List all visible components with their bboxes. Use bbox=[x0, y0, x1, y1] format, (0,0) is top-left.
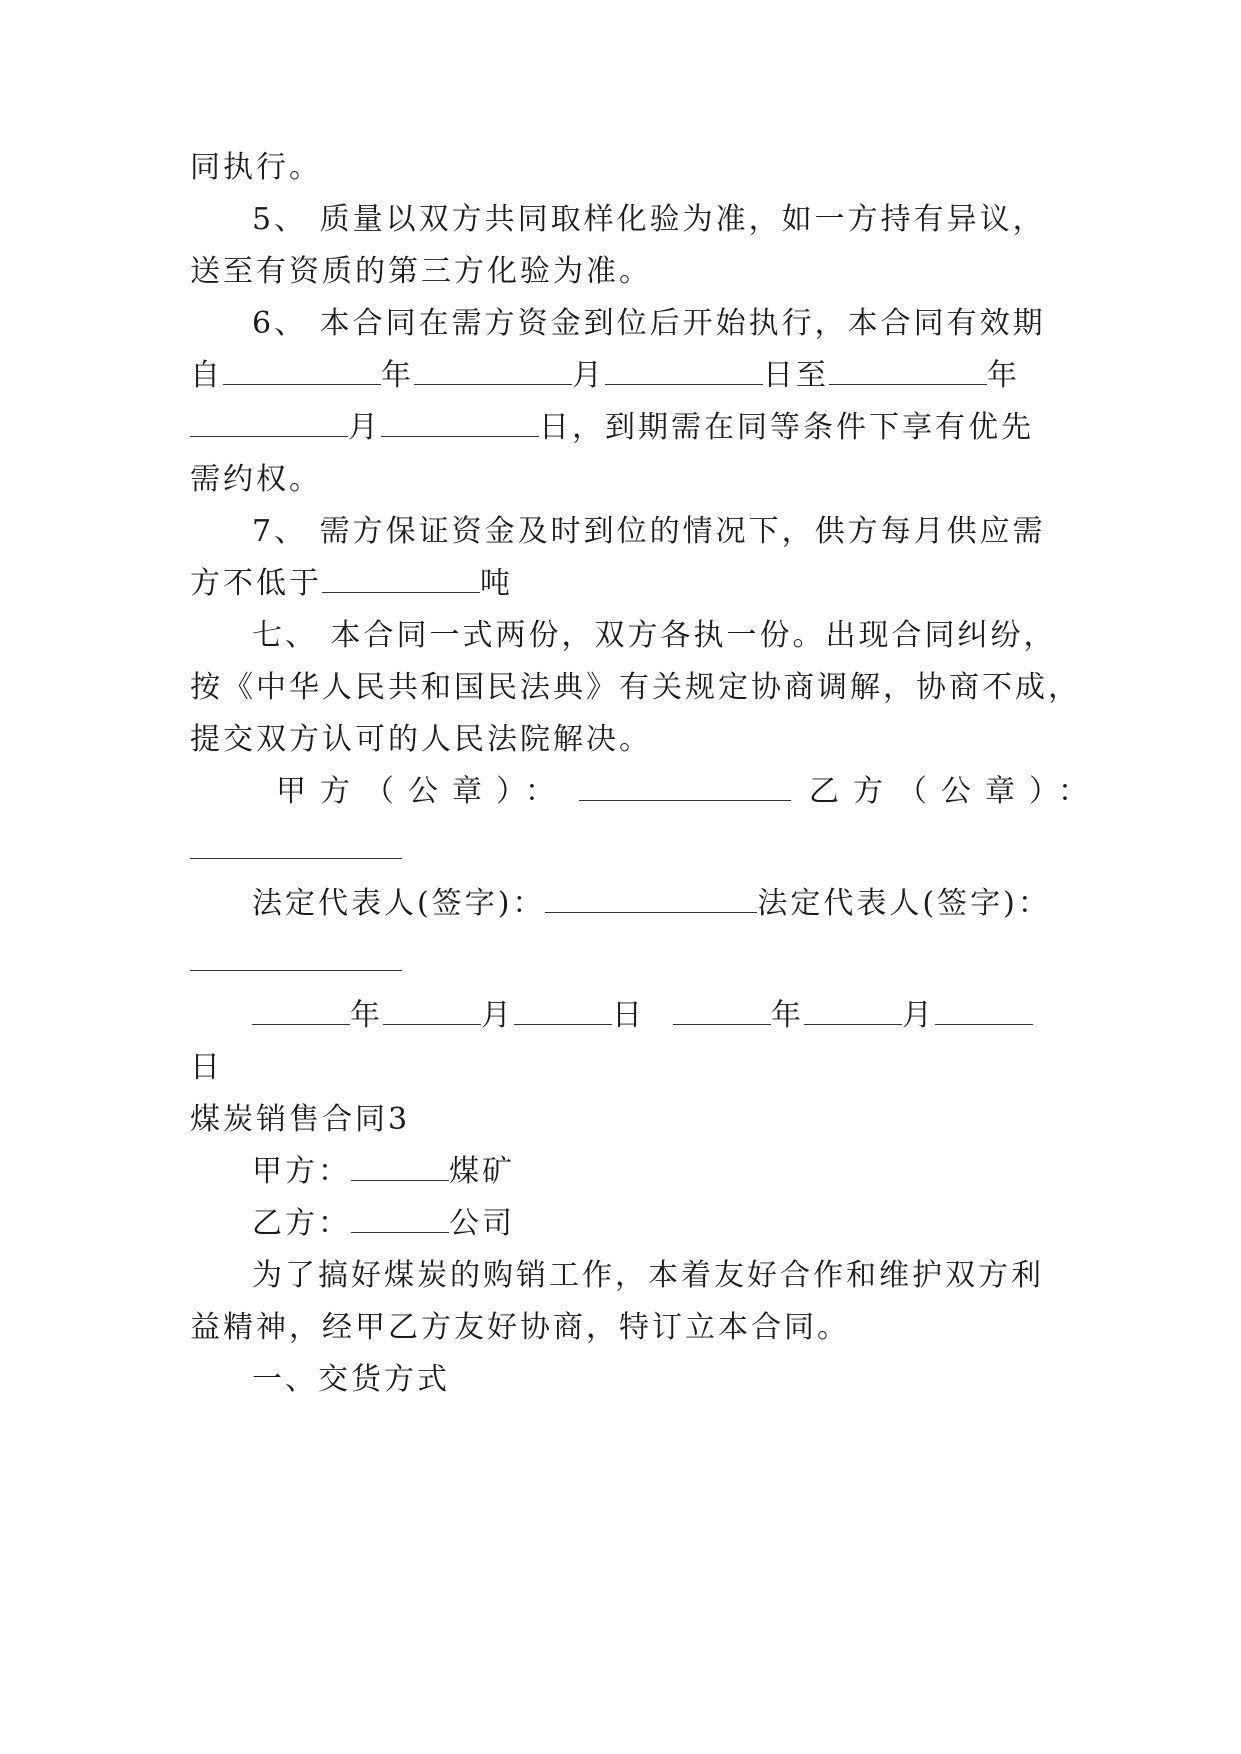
party-a-rep-label: 法定代表人(签字)： bbox=[252, 886, 546, 921]
text: 年 bbox=[381, 358, 414, 393]
seal-line bbox=[276, 772, 1102, 812]
text: 月 bbox=[902, 998, 935, 1033]
text: 煤矿 bbox=[449, 1154, 515, 1189]
blank-field[interactable] bbox=[579, 778, 791, 801]
blank-field[interactable] bbox=[190, 836, 402, 859]
text: 年 bbox=[987, 358, 1020, 393]
blank-field[interactable] bbox=[190, 948, 402, 971]
text-line: 日 bbox=[190, 1050, 223, 1085]
blank-field[interactable] bbox=[322, 570, 480, 593]
text-line: 提交双方认可的人民法院解决。 bbox=[190, 722, 652, 757]
text-line: 同执行。 bbox=[190, 150, 322, 185]
clause-6: 6、 本合同在需方资金到位后开始执行，本合同有效期 bbox=[252, 306, 1046, 341]
text: 月 bbox=[572, 358, 605, 393]
blank-field[interactable] bbox=[829, 362, 987, 385]
validity-line-2 bbox=[190, 408, 1034, 448]
party-b-line bbox=[252, 1204, 515, 1244]
blank-field[interactable] bbox=[935, 1002, 1033, 1025]
text: 乙方： bbox=[252, 1206, 351, 1241]
blank-field[interactable] bbox=[252, 1002, 350, 1025]
clause-7: 7、 需方保证资金及时到位的情况下，供方每月供应需 bbox=[252, 514, 1046, 549]
date-line bbox=[252, 996, 1033, 1036]
contract-title: 煤炭销售合同3 bbox=[190, 1102, 411, 1137]
blank-field[interactable] bbox=[545, 890, 757, 913]
text: 公司 bbox=[449, 1206, 515, 1241]
signature-line bbox=[252, 884, 1051, 924]
clause-seven: 七、 本合同一式两份，双方各执一份。出现合同纠纷， bbox=[252, 618, 1057, 653]
text-line: 益精神，经甲乙方友好协商，特订立本合同。 bbox=[190, 1310, 850, 1345]
text-line: 需约权。 bbox=[190, 462, 322, 497]
party-a-line bbox=[252, 1152, 515, 1192]
text: 月 bbox=[348, 410, 381, 445]
blank-field[interactable] bbox=[605, 362, 763, 385]
text: 方不低于 bbox=[190, 566, 322, 601]
party-a-seal-label: 甲方（公章）： bbox=[276, 774, 569, 809]
clause-5: 5、 质量以双方共同取样化验为准，如一方持有异议， bbox=[252, 202, 1046, 237]
text: 日至 bbox=[763, 358, 829, 393]
text: 日，到期需在同等条件下享有优先 bbox=[539, 410, 1034, 445]
party-b-rep-label: 法定代表人(签字)： bbox=[757, 886, 1051, 921]
section-heading: 一、交货方式 bbox=[252, 1362, 450, 1397]
blank-field[interactable] bbox=[351, 1210, 449, 1233]
party-b-seal-label: 乙方（公章）： bbox=[809, 774, 1102, 809]
seal-line-cont bbox=[190, 830, 402, 870]
text: 月 bbox=[481, 998, 514, 1033]
signature-line-cont bbox=[190, 942, 402, 982]
blank-field[interactable] bbox=[223, 362, 381, 385]
blank-field[interactable] bbox=[414, 362, 572, 385]
intro-paragraph: 为了搞好煤炭的购销工作，本着友好合作和维护双方利 bbox=[252, 1258, 1044, 1293]
text: 自 bbox=[190, 358, 223, 393]
text: 日 bbox=[612, 998, 645, 1033]
text: 吨 bbox=[480, 566, 513, 601]
text-line: 按《中华人民共和国民法典》有关规定协商调解，协商不成， bbox=[190, 670, 1081, 705]
text: 甲方： bbox=[252, 1154, 351, 1189]
blank-field[interactable] bbox=[381, 414, 539, 437]
supply-line bbox=[190, 564, 513, 604]
blank-field[interactable] bbox=[383, 1002, 481, 1025]
validity-line-1 bbox=[190, 356, 1020, 396]
blank-field[interactable] bbox=[673, 1002, 771, 1025]
text-line: 送至有资质的第三方化验为准。 bbox=[190, 254, 652, 289]
text: 年 bbox=[350, 998, 383, 1033]
blank-field[interactable] bbox=[804, 1002, 902, 1025]
text: 年 bbox=[771, 998, 804, 1033]
blank-field[interactable] bbox=[190, 414, 348, 437]
blank-field[interactable] bbox=[351, 1158, 449, 1181]
blank-field[interactable] bbox=[514, 1002, 612, 1025]
